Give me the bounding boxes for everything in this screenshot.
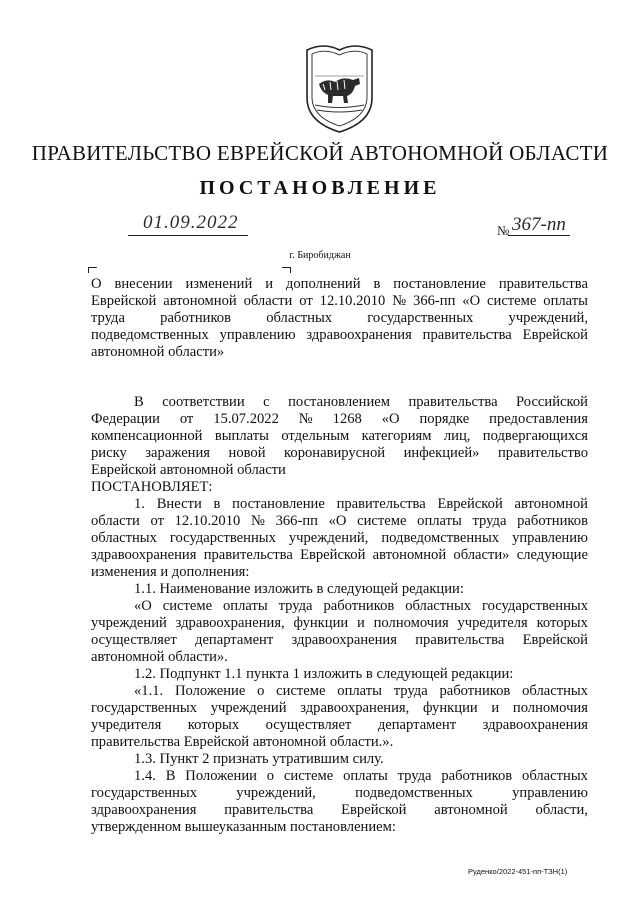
body-line: 1.2. Подпункт 1.1 пункта 1 изложить в следующей редакции: [134,666,514,682]
body-line: учредителя которых осуществляет департамент здравоохранения [91,717,588,733]
title-line: Еврейской автономной области от 12.10.2010 № 366-пп «О системе оплаты [91,293,588,309]
title-corner-right [282,267,291,273]
body-line: компенсационной выплаты отдельным категориям лиц, подвергающихся [91,428,588,444]
government-name: ПРАВИТЕЛЬСТВО ЕВРЕЙСКОЙ АВТОНОМНОЙ ОБЛАСТИ [31,141,609,165]
body-line: риску заражения новой коронавирусной инфекцией» правительство [91,445,588,461]
title-corner-left [88,267,97,273]
body-line: здравоохранения правительства Еврейской автономной области» следующие [91,547,588,563]
number-label: № [497,223,510,238]
title-line: автономной области» [91,344,225,360]
document-date: 01.09.2022 [143,212,239,233]
body-line: 1. Внести в постановление правительства Еврейской автономной [134,496,588,512]
body-line: областных государственных учреждений, подведомственных управлению [91,530,588,546]
body-line: государственных учреждений здравоохранения, функции и полномочия [91,700,588,716]
body-line: здравоохранения правительства Еврейской автономной области, [91,802,588,818]
title-line: труда работников областных государственных учреждений, [91,310,588,326]
body-line: 1.3. Пункт 2 признать утратившим силу. [134,751,384,767]
body-line: 1.1. Наименование изложить в следующей редакции: [134,581,464,597]
date-underline [128,235,248,236]
body-line: ПОСТАНОВЛЯЕТ: [91,479,213,495]
body-line: Еврейской автономной области [91,462,286,478]
body-line: утвержденном вышеуказанным постановлением: [91,819,396,835]
body-line: «О системе оплаты труда работников областных государственных [134,598,588,614]
body-line: Федерации от 15.07.2022 № 1268 «О порядке предоставления [91,411,588,427]
body-line: осуществляет департамент здравоохранения правительства Еврейской [91,632,588,648]
body-line: учреждений здравоохранения, функции и полномочия учредителя которых [91,615,588,631]
footer-reference: Руденко/2022-451-пп-ТЗН(1) [468,867,568,876]
body-line: государственных учреждений, подведомственных управлению [91,785,588,801]
body-line: изменения и дополнения: [91,564,250,580]
body-line: В соответствии с постановлением правительства Российской [134,394,588,410]
city: г. Биробиджан [289,250,351,261]
body-line: 1.4. В Положении о системе оплаты труда работников областных [134,768,588,784]
body-line: автономной области». [91,649,228,665]
body-line: правительства Еврейской автономной области.». [91,734,394,750]
body-line: «1.1. Положение о системе оплаты труда работников областных [134,683,588,699]
document-type: ПОСТАНОВЛЕНИЕ [199,177,441,199]
title-line: О внесении изменений и дополнений в постановление правительства [91,276,588,292]
title-line: подведомственных управлению здравоохранения правительства Еврейской [91,327,588,343]
number-underline [508,235,570,236]
document-number: 367-пп [512,214,566,235]
body-line: области от 12.10.2010 № 366-пп «О системе оплаты труда работников [91,513,588,529]
coat-of-arms-icon [303,40,376,135]
